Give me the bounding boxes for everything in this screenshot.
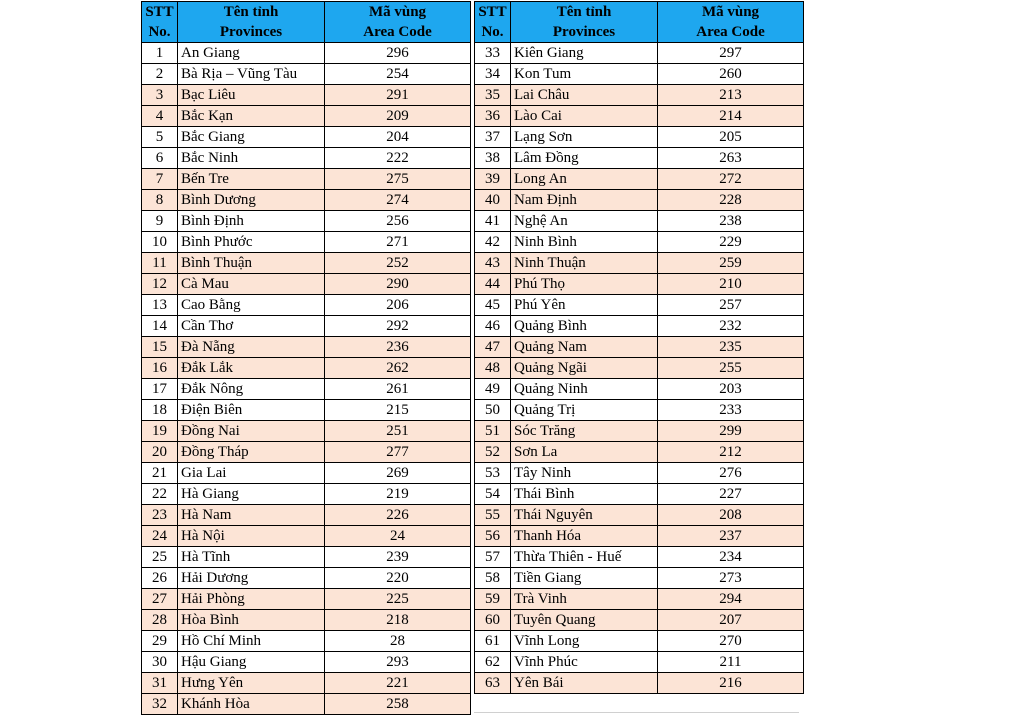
table-body-right	[475, 43, 804, 694]
province-name: Bà Rịa – Vũng Tàu	[178, 64, 325, 85]
table-row	[475, 169, 804, 190]
province-name: Đà Nẵng	[178, 337, 325, 358]
row-number: 58	[475, 568, 511, 589]
table-row	[142, 589, 471, 610]
row-number: 30	[142, 652, 178, 673]
table-row	[142, 463, 471, 484]
province-name: Hà Tĩnh	[178, 547, 325, 568]
area-code: 213	[658, 85, 804, 106]
table-row	[475, 610, 804, 631]
province-name: Ninh Bình	[511, 232, 658, 253]
row-number: 14	[142, 316, 178, 337]
row-number: 54	[475, 484, 511, 505]
row-number: 10	[142, 232, 178, 253]
province-name: Kon Tum	[511, 64, 658, 85]
area-code: 212	[658, 442, 804, 463]
table-row	[475, 85, 804, 106]
area-code: 251	[325, 421, 471, 442]
table-row	[475, 505, 804, 526]
table-row	[475, 295, 804, 316]
header-stt: STT No.	[475, 2, 511, 43]
row-number: 12	[142, 274, 178, 295]
row-number: 37	[475, 127, 511, 148]
area-code: 211	[658, 652, 804, 673]
row-number: 9	[142, 211, 178, 232]
row-number: 6	[142, 148, 178, 169]
table-row	[475, 316, 804, 337]
row-number: 43	[475, 253, 511, 274]
table-row	[475, 106, 804, 127]
row-number: 33	[475, 43, 511, 64]
province-name: Bình Dương	[178, 190, 325, 211]
table-row	[142, 190, 471, 211]
row-number: 18	[142, 400, 178, 421]
province-name: Thái Bình	[511, 484, 658, 505]
area-code: 261	[325, 379, 471, 400]
area-code: 292	[325, 316, 471, 337]
area-code: 275	[325, 169, 471, 190]
area-code: 238	[658, 211, 804, 232]
row-number: 1	[142, 43, 178, 64]
table-row	[142, 295, 471, 316]
province-name: Đắk Nông	[178, 379, 325, 400]
table-row	[475, 211, 804, 232]
province-name: Hà Giang	[178, 484, 325, 505]
provinces-table-left	[141, 1, 471, 715]
row-number: 8	[142, 190, 178, 211]
province-name: Bắc Ninh	[178, 148, 325, 169]
table-header-row	[142, 2, 471, 43]
row-number: 16	[142, 358, 178, 379]
table-row	[142, 610, 471, 631]
row-number: 49	[475, 379, 511, 400]
area-code: 204	[325, 127, 471, 148]
row-number: 5	[142, 127, 178, 148]
province-name: Cao Bằng	[178, 295, 325, 316]
row-number: 52	[475, 442, 511, 463]
row-number: 55	[475, 505, 511, 526]
row-number: 15	[142, 337, 178, 358]
area-code: 220	[325, 568, 471, 589]
table-row	[142, 442, 471, 463]
table-row	[142, 106, 471, 127]
table-header-row	[475, 2, 804, 43]
row-number: 32	[142, 694, 178, 715]
province-name: Bình Phước	[178, 232, 325, 253]
province-name: Vĩnh Long	[511, 631, 658, 652]
row-number: 26	[142, 568, 178, 589]
table-row	[475, 148, 804, 169]
table-row	[475, 631, 804, 652]
area-code: 207	[658, 610, 804, 631]
province-name: Kiên Giang	[511, 43, 658, 64]
area-code: 274	[325, 190, 471, 211]
area-code: 270	[658, 631, 804, 652]
province-name: Hậu Giang	[178, 652, 325, 673]
area-code: 232	[658, 316, 804, 337]
province-name: An Giang	[178, 43, 325, 64]
province-name: Đắk Lắk	[178, 358, 325, 379]
table-row	[475, 379, 804, 400]
table-row	[142, 400, 471, 421]
province-name: Đồng Nai	[178, 421, 325, 442]
row-number: 17	[142, 379, 178, 400]
area-code: 229	[658, 232, 804, 253]
row-number: 39	[475, 169, 511, 190]
header-province: Tên tỉnh Provinces	[178, 2, 325, 43]
row-number: 7	[142, 169, 178, 190]
area-code: 272	[658, 169, 804, 190]
table-row	[475, 253, 804, 274]
row-number: 19	[142, 421, 178, 442]
table-row	[142, 505, 471, 526]
table-row	[142, 211, 471, 232]
province-name: Tây Ninh	[511, 463, 658, 484]
area-code: 297	[658, 43, 804, 64]
table-row	[142, 631, 471, 652]
province-name: Hải Phòng	[178, 589, 325, 610]
row-number: 2	[142, 64, 178, 85]
row-number: 51	[475, 421, 511, 442]
table-row	[142, 358, 471, 379]
header-province: Tên tỉnh Provinces	[511, 2, 658, 43]
table-row	[475, 673, 804, 694]
area-code: 216	[658, 673, 804, 694]
row-number: 13	[142, 295, 178, 316]
row-number: 20	[142, 442, 178, 463]
divider	[474, 712, 799, 713]
area-code: 294	[658, 589, 804, 610]
table-row	[142, 379, 471, 400]
row-number: 3	[142, 85, 178, 106]
area-code: 293	[325, 652, 471, 673]
table-row	[142, 547, 471, 568]
table-row	[142, 169, 471, 190]
area-code: 277	[325, 442, 471, 463]
row-number: 56	[475, 526, 511, 547]
table-row	[142, 652, 471, 673]
area-code: 209	[325, 106, 471, 127]
area-code: 206	[325, 295, 471, 316]
header-stt: STT No.	[142, 2, 178, 43]
area-code: 276	[658, 463, 804, 484]
province-name: Thừa Thiên - Huế	[511, 547, 658, 568]
table-row	[475, 43, 804, 64]
table-row	[142, 232, 471, 253]
area-code: 255	[658, 358, 804, 379]
area-code: 227	[658, 484, 804, 505]
province-name: Hòa Bình	[178, 610, 325, 631]
area-code: 254	[325, 64, 471, 85]
row-number: 61	[475, 631, 511, 652]
province-name: Quảng Ninh	[511, 379, 658, 400]
row-number: 40	[475, 190, 511, 211]
row-number: 47	[475, 337, 511, 358]
table-row	[475, 127, 804, 148]
area-code: 260	[658, 64, 804, 85]
province-name: Cà Mau	[178, 274, 325, 295]
table-row	[475, 568, 804, 589]
area-code: 259	[658, 253, 804, 274]
table-row	[142, 673, 471, 694]
table-row	[475, 547, 804, 568]
table-row	[475, 232, 804, 253]
province-name: Phú Yên	[511, 295, 658, 316]
area-code: 299	[658, 421, 804, 442]
table-row	[475, 358, 804, 379]
table-row	[142, 694, 471, 715]
row-number: 53	[475, 463, 511, 484]
table-row	[142, 64, 471, 85]
province-name: Hồ Chí Minh	[178, 631, 325, 652]
area-code: 226	[325, 505, 471, 526]
row-number: 59	[475, 589, 511, 610]
province-name: Thanh Hóa	[511, 526, 658, 547]
table-row	[475, 463, 804, 484]
province-name: Hưng Yên	[178, 673, 325, 694]
province-name: Thái Nguyên	[511, 505, 658, 526]
province-name: Lạng Sơn	[511, 127, 658, 148]
table-row	[142, 568, 471, 589]
area-code: 214	[658, 106, 804, 127]
province-name: Sơn La	[511, 442, 658, 463]
row-number: 28	[142, 610, 178, 631]
province-name: Phú Thọ	[511, 274, 658, 295]
area-code: 262	[325, 358, 471, 379]
area-code: 258	[325, 694, 471, 715]
area-code: 219	[325, 484, 471, 505]
row-number: 62	[475, 652, 511, 673]
table-row	[475, 400, 804, 421]
table-row	[475, 337, 804, 358]
province-name: Gia Lai	[178, 463, 325, 484]
row-number: 31	[142, 673, 178, 694]
province-name: Quảng Nam	[511, 337, 658, 358]
province-name: Long An	[511, 169, 658, 190]
table-row	[475, 190, 804, 211]
table-row	[475, 421, 804, 442]
row-number: 46	[475, 316, 511, 337]
area-code: 236	[325, 337, 471, 358]
row-number: 11	[142, 253, 178, 274]
area-code: 252	[325, 253, 471, 274]
table-row	[142, 274, 471, 295]
area-code: 205	[658, 127, 804, 148]
area-code: 237	[658, 526, 804, 547]
area-code: 208	[658, 505, 804, 526]
province-name: Yên Bái	[511, 673, 658, 694]
area-code: 234	[658, 547, 804, 568]
row-number: 27	[142, 589, 178, 610]
header-area-code: Mã vùng Area Code	[658, 2, 804, 43]
province-name: Hà Nội	[178, 526, 325, 547]
table-row	[142, 316, 471, 337]
table-row	[475, 526, 804, 547]
area-code: 239	[325, 547, 471, 568]
province-name: Cần Thơ	[178, 316, 325, 337]
province-name: Tiền Giang	[511, 568, 658, 589]
row-number: 34	[475, 64, 511, 85]
province-name: Bắc Giang	[178, 127, 325, 148]
row-number: 23	[142, 505, 178, 526]
table-row	[475, 484, 804, 505]
table-row	[142, 484, 471, 505]
table-row	[475, 442, 804, 463]
table-row	[142, 253, 471, 274]
row-number: 36	[475, 106, 511, 127]
row-number: 21	[142, 463, 178, 484]
area-code: 269	[325, 463, 471, 484]
area-code: 263	[658, 148, 804, 169]
row-number: 57	[475, 547, 511, 568]
area-code: 203	[658, 379, 804, 400]
table-row	[475, 64, 804, 85]
province-name: Vĩnh Phúc	[511, 652, 658, 673]
row-number: 50	[475, 400, 511, 421]
row-number: 29	[142, 631, 178, 652]
area-code: 24	[325, 526, 471, 547]
area-code: 273	[658, 568, 804, 589]
table-row	[142, 127, 471, 148]
province-name: Hà Nam	[178, 505, 325, 526]
row-number: 22	[142, 484, 178, 505]
area-code: 291	[325, 85, 471, 106]
province-name: Bến Tre	[178, 169, 325, 190]
row-number: 25	[142, 547, 178, 568]
area-code: 271	[325, 232, 471, 253]
province-name: Lâm Đồng	[511, 148, 658, 169]
table-row	[475, 652, 804, 673]
province-name: Lai Châu	[511, 85, 658, 106]
province-name: Hải Dương	[178, 568, 325, 589]
area-code: 218	[325, 610, 471, 631]
table-row	[142, 337, 471, 358]
area-code: 228	[658, 190, 804, 211]
table-row	[142, 526, 471, 547]
header-area-code: Mã vùng Area Code	[325, 2, 471, 43]
table-row	[475, 589, 804, 610]
province-name: Bình Định	[178, 211, 325, 232]
row-number: 48	[475, 358, 511, 379]
province-name: Bắc Kạn	[178, 106, 325, 127]
province-name: Lào Cai	[511, 106, 658, 127]
province-name: Ninh Thuận	[511, 253, 658, 274]
row-number: 42	[475, 232, 511, 253]
province-name: Bình Thuận	[178, 253, 325, 274]
province-name: Quảng Trị	[511, 400, 658, 421]
row-number: 4	[142, 106, 178, 127]
row-number: 35	[475, 85, 511, 106]
province-name: Quảng Ngãi	[511, 358, 658, 379]
area-code: 290	[325, 274, 471, 295]
area-code: 222	[325, 148, 471, 169]
table-row	[142, 85, 471, 106]
province-name: Quảng Bình	[511, 316, 658, 337]
table-row	[142, 148, 471, 169]
area-code: 256	[325, 211, 471, 232]
province-name: Khánh Hòa	[178, 694, 325, 715]
province-name: Nam Định	[511, 190, 658, 211]
row-number: 44	[475, 274, 511, 295]
table-row	[475, 274, 804, 295]
row-number: 45	[475, 295, 511, 316]
provinces-table-right	[474, 1, 804, 694]
province-name: Nghệ An	[511, 211, 658, 232]
area-code: 210	[658, 274, 804, 295]
province-name: Điện Biên	[178, 400, 325, 421]
area-code: 235	[658, 337, 804, 358]
province-name: Trà Vinh	[511, 589, 658, 610]
area-code: 28	[325, 631, 471, 652]
area-code: 233	[658, 400, 804, 421]
row-number: 63	[475, 673, 511, 694]
province-name: Sóc Trăng	[511, 421, 658, 442]
table-row	[142, 43, 471, 64]
row-number: 41	[475, 211, 511, 232]
area-code: 215	[325, 400, 471, 421]
area-code: 257	[658, 295, 804, 316]
row-number: 38	[475, 148, 511, 169]
table-row	[142, 421, 471, 442]
area-code: 221	[325, 673, 471, 694]
area-code: 296	[325, 43, 471, 64]
row-number: 24	[142, 526, 178, 547]
province-name: Tuyên Quang	[511, 610, 658, 631]
province-name: Đồng Tháp	[178, 442, 325, 463]
province-name: Bạc Liêu	[178, 85, 325, 106]
row-number: 60	[475, 610, 511, 631]
area-code: 225	[325, 589, 471, 610]
table-body-left	[142, 43, 471, 715]
